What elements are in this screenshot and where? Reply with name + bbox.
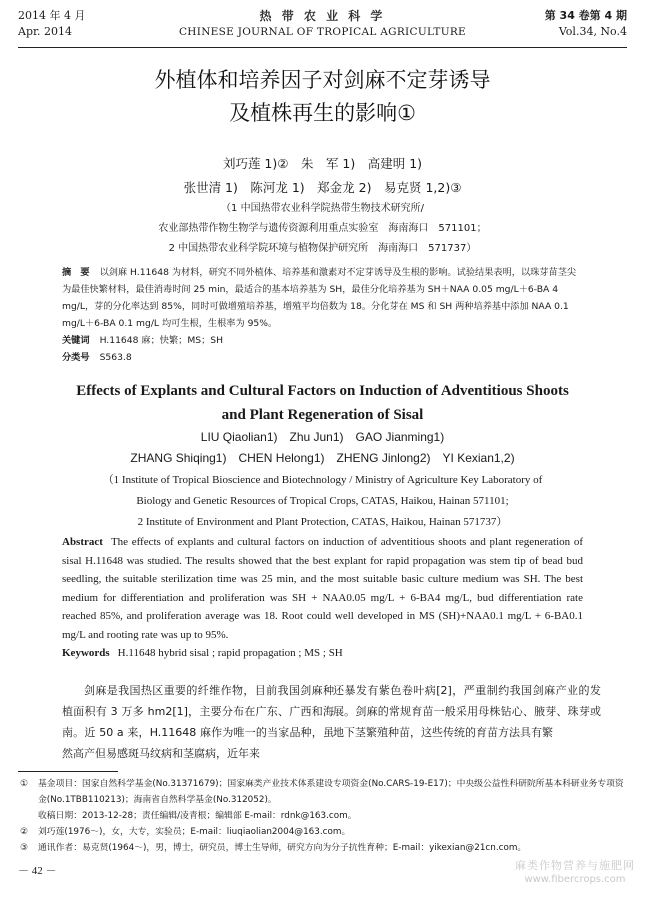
footnote-text: 通讯作者：易克贤(1964～)，男，博士，研究员，博士生导师，研究方向为分子抗性育种；E-mail：yikexian@21cn.com。	[38, 843, 527, 853]
article-title-en	[30, 379, 615, 427]
aff-en-line3: 2 Institute of Environment and Plant Protection, CATAS, Haikou, Hainan 571737）	[137, 516, 508, 528]
page-number: － 42 －	[18, 865, 57, 877]
footnote-mark: ③	[20, 843, 28, 853]
volume-cn: 第 34 卷第 4 期	[544, 9, 627, 22]
abstract-cn-label: 摘 要	[62, 267, 90, 278]
footnote-item	[20, 776, 627, 808]
abstract-cn-text: 以剑麻 H.11648 为材料，研究不同外植体、培养基和激素对不定芽诱导及生根的影响。试验结果表明，以珠芽苗茎尖为最佳快繁材料，最佳消毒时间 25 min，最适合的基本培养基为 SH，最佳分化培养基为 SH＋NAA 0.05 mg/L＋6-BA 4 mg/L，芽的分化率达到 85%，同时可做增殖培养基，增殖平均倍数为 18。分化芽在 MS 和 SH 两种培养基中添加 NAA 0.1 mg/L＋6-BA 0.1 mg/L 均可生根，生根率为 95%。	[62, 267, 577, 329]
header-date-cn: 2014 年 4 月	[18, 9, 86, 22]
journal-title-en: CHINESE JOURNAL OF TROPICAL AGRICULTURE	[178, 26, 467, 38]
abstract-en	[62, 533, 583, 663]
title-en-line1: Effects of Explants and Cultural Factors on Induction of Adventitious Shoots	[76, 383, 569, 399]
keywords-cn	[62, 332, 583, 349]
authors-cn-line1: 刘巧莲 1)② 朱 军 1) 高建明 1)	[222, 156, 423, 171]
body-paragraph-right: 还暴发有紫色卷叶病[2]，严重制约我国剑麻产业的发展。剑麻的常规育苗一般采用母株钻心、腋芽、珠芽或地下茎繁殖种苗，这些传统的育苗方法具有繁	[333, 684, 601, 739]
title-en-line2: and Plant Regeneration of Sisal	[221, 407, 424, 423]
aff-en-line2: Biology and Genetic Resources of Tropical Crops, CATAS, Haikou, Hainan 571101;	[136, 495, 509, 507]
keywords-cn-text: H.11648 麻；快繁；MS；SH	[99, 335, 224, 346]
title-cn-line2: 及植株再生的影响①	[229, 101, 416, 125]
footnote-mark: ①	[20, 779, 28, 789]
footnote-text: 收稿日期：2013-12-28；责任编辑/凌青根；编辑部 E-mail：rdnk@163.com。	[38, 811, 357, 821]
abstract-cn-body	[62, 264, 583, 332]
affiliations-en	[40, 470, 605, 533]
article-title-cn	[0, 64, 645, 130]
authors-en	[0, 427, 645, 469]
abstract-en-label: Abstract	[62, 536, 103, 548]
affiliations-cn	[0, 199, 645, 259]
footnotes	[20, 776, 627, 856]
header-journal	[18, 8, 627, 40]
watermark-line2: www.fibercrops.com	[524, 874, 626, 885]
keywords-cn-label: 关键词	[62, 335, 90, 346]
body-column-left	[62, 680, 334, 764]
footnote-item	[20, 824, 627, 840]
keywords-en-text: H.11648 hybrid sisal ; rapid propagation ; MS ; SH	[117, 647, 343, 659]
class-label: 分类号	[62, 352, 90, 363]
header-date-en: Apr. 2014	[18, 25, 73, 38]
footnote-item	[20, 840, 627, 856]
aff-cn-line1: （1 中国热带农业科学院热带生物技术研究所/	[221, 203, 424, 214]
authors-en-line1: LIU Qiaolian1) Zhu Jun1) GAO Jianming1)	[200, 430, 445, 444]
body-paragraph-left: 剑麻是我国热区重要的纤维作物，目前我国剑麻种植面积有 3 万多 hm2[1]，主要分布在广东、广西和海南。近 50 a 来，H.11648 麻作为唯一的当家品种，虽然高产但易感斑马纹病和茎腐病，近年来	[62, 684, 334, 760]
abstract-en-text: The effects of explants and cultural factors on induction of adventitious shoots and plant regeneration of sisal H.11648 was studied. The results showed that the best explant for rapid propagation was stem tip of bead bud seedling, the suitable sterilization time was 25 min, and the most suitable basic culture medium was SH. The best medium for differentiation and proliferation was SH + NAA0.05 mg/L + 6-BA4 mg/L, bud differentiation rate reached 85%, and proliferation average was 18. Root could well developed in MS (SH)+NAA0.1 mg/L + 6-BA0.1 mg/L and rooting rate was up to 95%.	[62, 536, 583, 641]
footnote-rule	[18, 771, 118, 772]
authors-cn-line2: 张世清 1) 陈河龙 1) 郑金龙 2) 易克贤 1,2)③	[183, 180, 462, 195]
volume-en: Vol.34, No.4	[558, 25, 627, 38]
class-number: S563.8	[99, 352, 132, 363]
footnote-item	[20, 808, 627, 824]
aff-cn-line3: 2 中国热带农业科学院环境与植物保护研究所 海南海口 571737）	[168, 243, 477, 254]
footnote-mark: ②	[20, 827, 28, 837]
header-rule	[18, 47, 627, 48]
abstract-cn	[62, 264, 583, 366]
abstract-en-body	[62, 533, 583, 644]
title-cn-line1: 外植体和培养因子对剑麻不定芽诱导	[154, 68, 491, 92]
header-volume	[545, 8, 627, 40]
aff-en-line1: （1 Institute of Tropical Bioscience and Biotechnology / Ministry of Agriculture Key Laboratory of	[102, 474, 543, 486]
journal-title-cn: 热 带 农 业 科 学	[259, 9, 386, 23]
running-header	[18, 8, 627, 46]
keywords-en	[62, 644, 583, 663]
body-column-right	[333, 680, 601, 743]
aff-cn-line2: 农业部热带作物生物学与遗传资源利用重点实验室 海南海口 571101；	[158, 223, 487, 234]
watermark-line1: 麻类作物营养与施肥网	[515, 859, 635, 872]
watermark	[515, 859, 635, 887]
keywords-en-label: Keywords	[62, 647, 110, 659]
authors-cn	[0, 152, 645, 200]
footnote-text: 刘巧莲(1976～)，女，大专，实验员；E-mail：liuqiaolian2004@163.com。	[38, 827, 351, 837]
classification-cn	[62, 349, 583, 366]
footnote-text: 基金项目：国家自然科学基金(No.31371679)；国家麻类产业技术体系建设专项资金(No.CARS-19-E17)；中央级公益性科研院所基本科研业务专项资金(No.1TBB110213)；海南省自然科学基金(No.312052)。	[38, 779, 624, 805]
authors-en-line2: ZHANG Shiqing1) CHEN Helong1) ZHENG Jinlong2) YI Kexian1,2)	[130, 451, 515, 465]
